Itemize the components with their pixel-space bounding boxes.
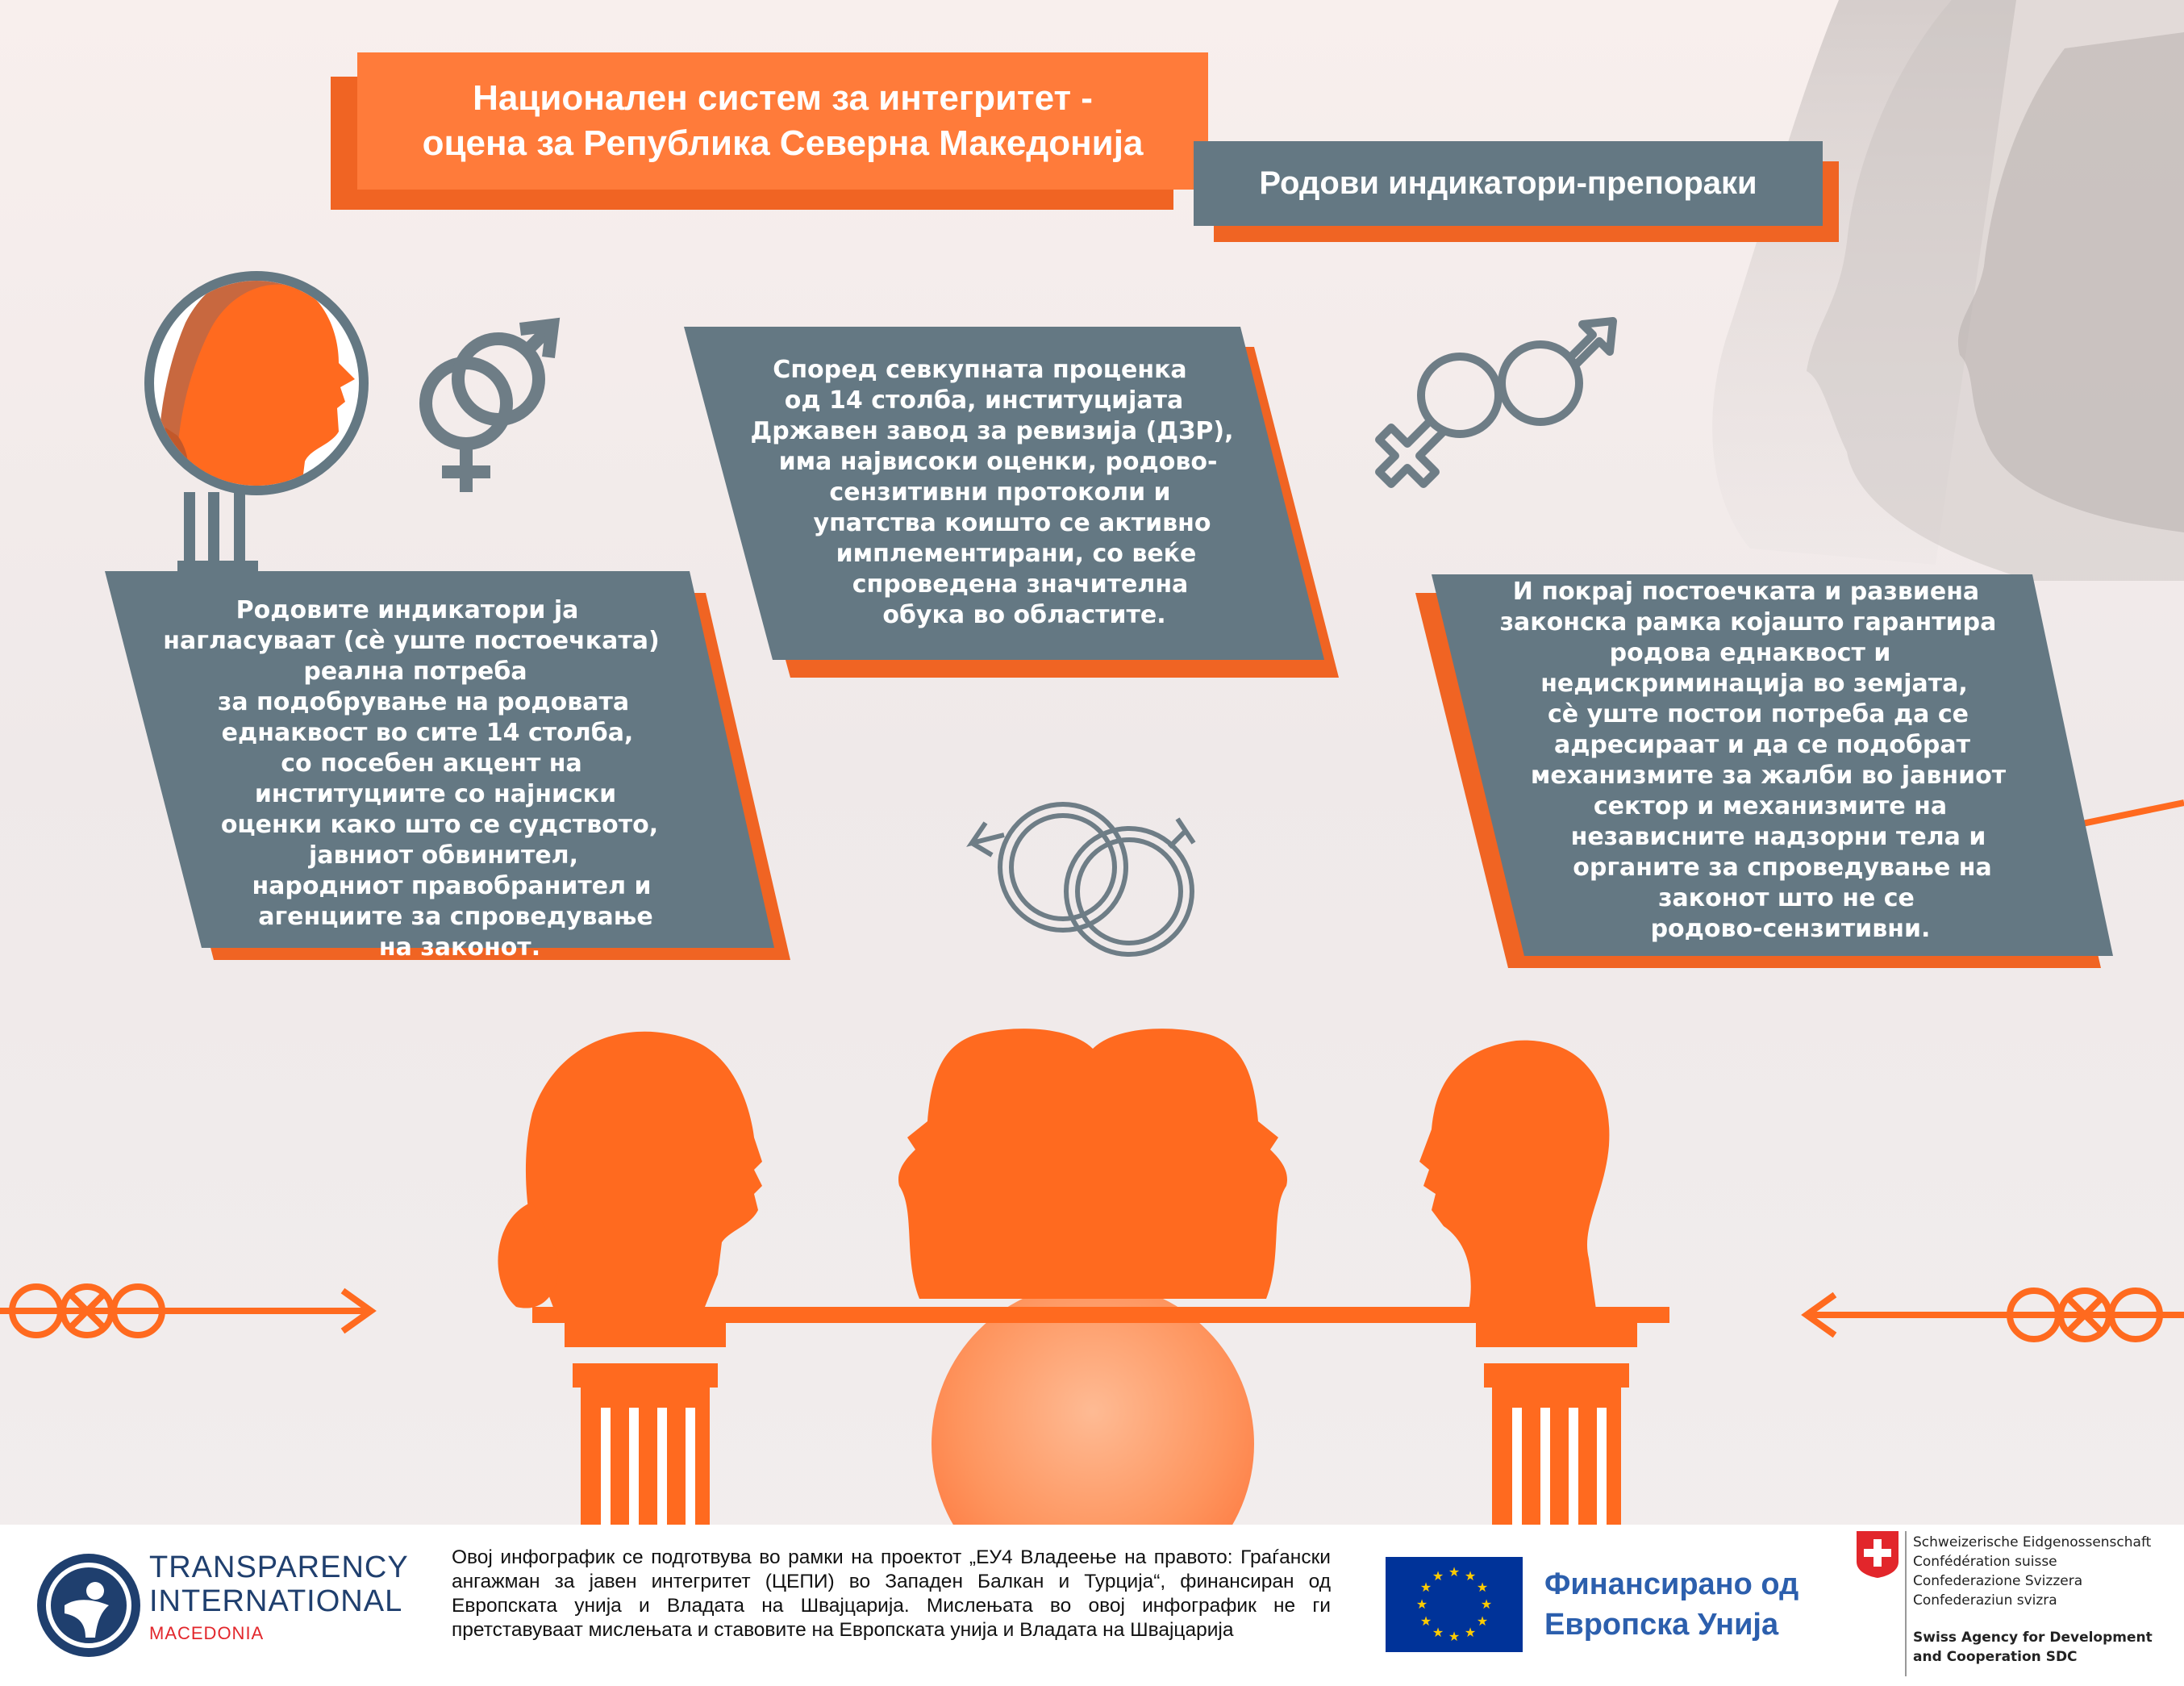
svg-text:★: ★: [1448, 1564, 1461, 1580]
left-line: оценки како што се судството,: [220, 811, 659, 839]
svg-text:★: ★: [1476, 1613, 1489, 1629]
footer: [0, 1525, 2184, 1686]
left-panel-text: [145, 595, 710, 963]
left-line: институциите со најниски: [254, 780, 617, 808]
swiss-line: Schweizerische Eidgenossenschaft: [1913, 1534, 2152, 1550]
ti-name-line3: MACEDONIA: [149, 1623, 265, 1643]
center-line: спроведена значителна: [852, 570, 1189, 599]
swiss-divider: [1905, 1531, 1907, 1676]
right-line: недискриминација во земјата,: [1540, 670, 1968, 698]
linked-rings-gender-icon: [972, 804, 1194, 954]
right-line: родова еднаквост и: [1609, 639, 1891, 667]
center-line: Државен завод за ревизија (ДЗР),: [750, 417, 1234, 445]
right-line: механизмите за жалби во јавниот: [1530, 762, 2007, 790]
eu-funding-line1: Финансирано од: [1544, 1567, 1799, 1601]
right-line: сектор и механизмите на: [1593, 792, 1948, 820]
swiss-sdc: [1913, 1628, 2153, 1667]
left-line: на законот.: [378, 933, 541, 962]
svg-text:★: ★: [1419, 1613, 1432, 1629]
left-line: еднаквост во сите 14 столба,: [221, 719, 634, 747]
right-line: независните надзорни тела и: [1570, 823, 1986, 851]
right-line: родово-сензитивни.: [1650, 915, 1931, 943]
svg-text:★: ★: [1480, 1596, 1493, 1612]
intertwined-gender-symbols-icon: [426, 325, 552, 492]
ghost-silhouettes: [1712, 0, 2184, 581]
right-line: адресираат и да се подобрат: [1553, 731, 1971, 759]
center-panel-text: [726, 355, 1274, 631]
left-line: реална потреба: [303, 657, 527, 686]
infinity-arrow-icon-right: [1807, 1291, 2184, 1339]
svg-text:★: ★: [1464, 1625, 1477, 1640]
ti-name-line1: TRANSPARENCY: [149, 1550, 409, 1584]
ti-name-line2: INTERNATIONAL: [149, 1584, 403, 1618]
center-line: има највисоки оценки, родово-: [778, 448, 1218, 476]
svg-text:★: ★: [1432, 1625, 1444, 1640]
right-panel-text: [1468, 577, 2049, 945]
left-line: агенциите за спроведување: [258, 903, 653, 931]
left-line: со посебен акцент на: [281, 749, 582, 778]
left-line: Родовите индикатори ја: [235, 596, 579, 624]
svg-text:★: ★: [1415, 1596, 1428, 1612]
svg-text:★: ★: [1448, 1629, 1461, 1644]
swiss-sdc-line: and Cooperation SDC: [1913, 1649, 2078, 1665]
eu-flag-icon: [1386, 1557, 1523, 1652]
svg-text:★: ★: [1476, 1580, 1489, 1595]
swiss-sdc-line: Swiss Agency for Development: [1913, 1630, 2153, 1646]
swiss-line: Confederazione Svizzera: [1913, 1573, 2083, 1589]
infinity-arrow-icon-left: [0, 1287, 371, 1335]
left-line: народниот правобранител и: [252, 872, 652, 900]
right-line: сè уште постои потреба да се: [1548, 700, 1969, 728]
left-line: нагласуваат (сè уште постоечката): [163, 627, 660, 655]
center-line: Според севкупната проценка: [773, 356, 1187, 384]
page-title: [357, 52, 1208, 190]
center-line: имплементирани, со веќе: [836, 540, 1197, 568]
swiss-cross-icon: [1855, 1530, 1900, 1580]
center-line: обука во областите.: [882, 601, 1166, 629]
svg-text:★: ★: [1419, 1580, 1432, 1595]
disclaimer-text: Овој инфографик се подготвува во рамки на проектот „ЕУ4 Владеење на правото: Граѓански ангажман за јавен интегритет (ЦЕПИ) во Западен Балкан и Турција“, финансиран од Европската унија и Владата на Швајцарија. Мислењата во овој инфографик не ги претставуваат мислењата и ставовите на Европската унија и Владата на Швајцарија: [452, 1546, 1331, 1641]
left-line: за подобрување на родовата: [217, 688, 630, 716]
center-line: упатства коишто се активно: [813, 509, 1211, 537]
transparency-international-logo: [32, 1549, 145, 1662]
swiss-line: Confederaziun svizra: [1913, 1592, 2057, 1609]
center-line: сензитивни протоколи и: [829, 478, 1171, 507]
center-line: од 14 столба, институцијата: [784, 386, 1184, 415]
eu-funding-line2: Европска Унија: [1544, 1608, 1779, 1642]
profile-portrait-icon: [149, 271, 364, 581]
svg-text:★: ★: [1432, 1568, 1444, 1584]
page-title-line2: оцена за Република Северна Македонија: [422, 123, 1144, 163]
left-line: јавниот обвинител,: [308, 841, 579, 870]
page-title-line1: Национален систем за интегритет -: [473, 78, 1093, 118]
right-line: законска рамка којашто гарантира: [1499, 608, 1997, 636]
swiss-line: Confédération suisse: [1913, 1554, 2057, 1570]
right-line: И покрај постоечката и развиена: [1512, 578, 1980, 606]
right-line: органите за спроведување на: [1573, 853, 1992, 882]
swiss-names: [1913, 1533, 2151, 1610]
svg-text:★: ★: [1464, 1568, 1477, 1584]
page-subtitle: Родови индикатори-препораки: [1194, 141, 1823, 226]
gender-symbols-icon-right: [1379, 321, 1613, 484]
right-line: законот што не се: [1658, 884, 1915, 912]
